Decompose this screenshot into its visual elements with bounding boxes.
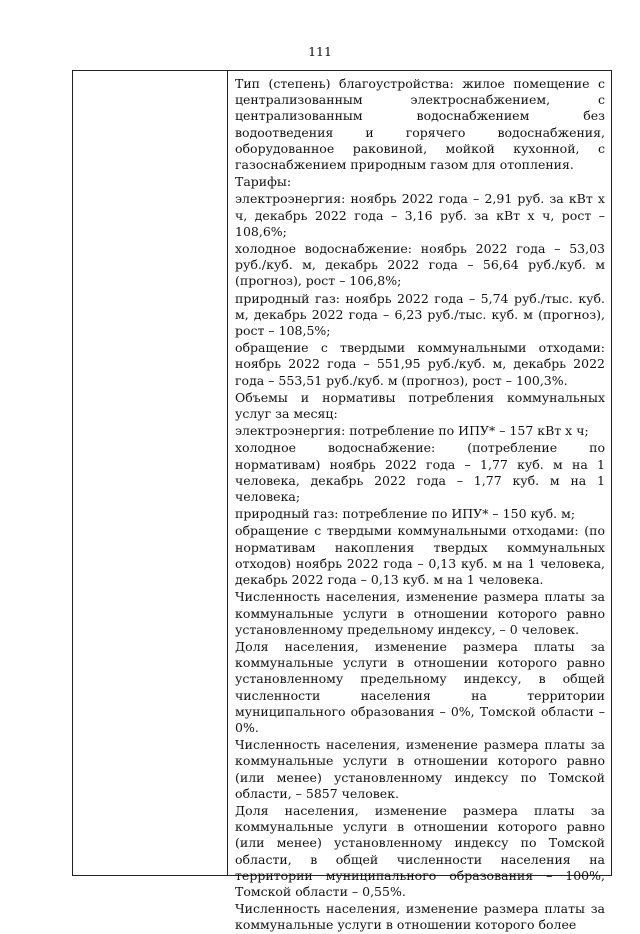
paragraph-tariff-gas: природный газ: ноябрь 2022 года – 5,74 руб./тыс. куб. м, декабрь 2022 года – 6,23 руб./тыс. куб. м (прогноз), рост – 108,5%;: [235, 290, 605, 339]
paragraph-population-limit-index: Численность населения, изменение размера платы за коммунальные услуги в отношении которого равно установленному предельному индексу, – 0 человек.: [235, 589, 605, 637]
paragraph-tariff-cold-water: холодное водоснабжение: ноябрь 2022 года – 53,03 руб./куб. м, декабрь 2022 года – 56,64 руб./куб. м (прогноз), рост – 106,8%;: [235, 241, 605, 289]
paragraph-population-regional-index: Численность населения, изменение размера платы за коммунальные услуги в отношении которого равно (или менее) установленному индексу по Томской области, – 5857 человек.: [235, 737, 605, 801]
paragraph-share-regional-index: Доля населения, изменение размера платы за коммунальные услуги в отношении которого равно (или менее) установленному индексу по Томской области, в общей численности населения на территории муниципального образования – 100%, Томской области – 0,55%.: [235, 802, 605, 899]
table-right-cell: [228, 71, 611, 933]
paragraph-population-above-index: Численность населения, изменение размера платы за коммунальные услуги в отношении которого более: [235, 901, 605, 933]
page-number: 111: [308, 44, 332, 59]
paragraph-volume-waste: обращение с твердыми коммунальными отходами: (по нормативам накопления твердых коммунальных отходов) ноябрь 2022 года – 0,13 куб. м на 1 человека, декабрь 2022 года – 0,13 куб. м на 1 человека.: [235, 523, 605, 588]
paragraph-tariff-waste: обращение с твердыми коммунальными отходами: ноябрь 2022 года – 551,95 руб./куб. м, декабрь 2022 года – 553,51 руб./куб. м (прогноз), рост – 100,3%.: [235, 340, 605, 388]
paragraph-volume-electricity: электроэнергия: потребление по ИПУ* – 157 кВт х ч;: [235, 423, 589, 439]
paragraph-volume-cold-water: холодное водоснабжение: (потребление по нормативам) ноябрь 2022 года – 1,77 куб. м на 1 человека, декабрь 2022 года – 1,77 куб. м на 1 человека;: [235, 440, 605, 505]
table-left-cell: [73, 71, 228, 875]
document-table: [72, 70, 612, 933]
paragraph-volumes-heading: Объемы и нормативы потребления коммунальных услуг за месяц:: [235, 389, 605, 422]
paragraph-amenities: Тип (степень) благоустройства: жилое помещение с централизованным электроснабжением, с централизованным водоснабжением без водоотведения и горячего водоснабжения, оборудованное раковиной, мойкой кухонной, с газоснабжением природным газом для отопления.: [235, 76, 605, 173]
paragraph-tariffs-heading: Тарифы:: [235, 174, 292, 190]
paragraph-tariff-electricity: электроэнергия: ноябрь 2022 года – 2,91 руб. за кВт х ч, декабрь 2022 года – 3,16 руб. за кВт х ч, рост – 108,6%;: [235, 191, 605, 239]
paragraph-volume-gas: природный газ: потребление по ИПУ* – 150 куб. м;: [235, 506, 576, 522]
paragraph-share-limit-index: Доля населения, изменение размера платы за коммунальные услуги в отношении которого равно установленному предельному индексу, в общей численности населения на территории муниципального образования – 0%, Томской области – 0%.: [235, 638, 605, 735]
